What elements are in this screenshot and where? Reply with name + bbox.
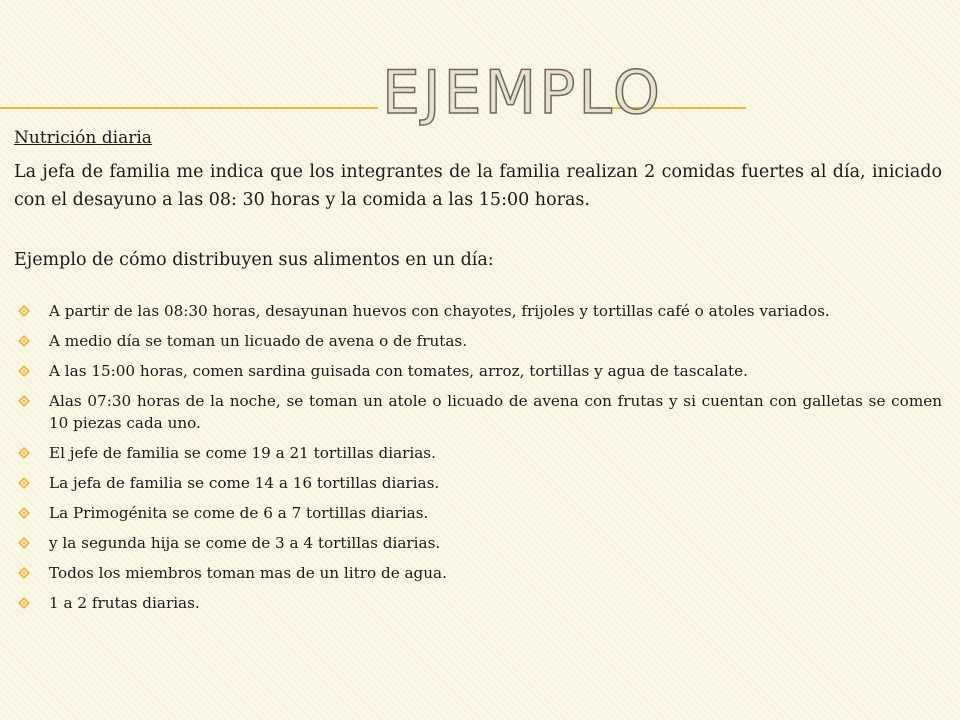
slide-content (14, 126, 942, 622)
diamond-icon (18, 395, 30, 407)
diamond-icon (18, 597, 30, 609)
bullet-item (14, 532, 942, 554)
diamond-icon (18, 567, 30, 579)
diamond-icon (18, 305, 30, 317)
bullet-text: A medio día se toman un licuado de avena o de frutas. (49, 332, 468, 350)
bullet-text: y la segunda hija se come de 3 a 4 tortillas diarias. (49, 534, 441, 552)
bullet-item (14, 472, 942, 494)
bullet-text: A las 15:00 horas, comen sardina guisada con tomates, arroz, tortillas y agua de tascalate. (49, 362, 748, 380)
bullet-item (14, 390, 942, 434)
diamond-icon (18, 365, 30, 377)
distribution-paragraph: Ejemplo de cómo distribuyen sus alimentos en un día: (14, 250, 494, 270)
diamond-icon (18, 537, 30, 549)
bullet-item (14, 592, 942, 614)
bullet-text: 1 a 2 frutas diarias. (49, 594, 200, 612)
diamond-icon (18, 447, 30, 459)
bullet-text: Alas 07:30 horas de la noche, se toman un atole o licuado de avena con frutas y si cuentan con galletas se comen 10 piezas cada uno. (49, 392, 942, 432)
bullet-item (14, 360, 942, 382)
meal-bullet-list (14, 300, 942, 614)
bullet-item (14, 502, 942, 524)
slide-title: EJEMPLO (382, 58, 663, 128)
diamond-icon (18, 335, 30, 347)
bullet-text: La jefa de familia se come 14 a 16 tortillas diarias. (49, 474, 440, 492)
bullet-item (14, 330, 942, 352)
bullet-item (14, 300, 942, 322)
bullet-text: A partir de las 08:30 horas, desayunan huevos con chayotes, frijoles y tortillas café o atoles variados. (49, 302, 830, 320)
diamond-icon (18, 477, 30, 489)
bullet-item (14, 442, 942, 464)
bullet-text: La Primogénita se come de 6 a 7 tortillas diarias. (49, 504, 429, 522)
bullet-item (14, 562, 942, 584)
bullet-text: Todos los miembros toman mas de un litro de agua. (49, 564, 447, 582)
section-heading: Nutrición diaria (14, 128, 152, 148)
intro-paragraph: La jefa de familia me indica que los integrantes de la familia realizan 2 comidas fuertes al día, iniciado con el desayuno a las 08: 30 horas y la comida a las 15:00 horas. (14, 162, 942, 210)
title-rule-left (0, 107, 378, 109)
bullet-text: El jefe de familia se come 19 a 21 tortillas diarias. (49, 444, 436, 462)
diamond-icon (18, 507, 30, 519)
